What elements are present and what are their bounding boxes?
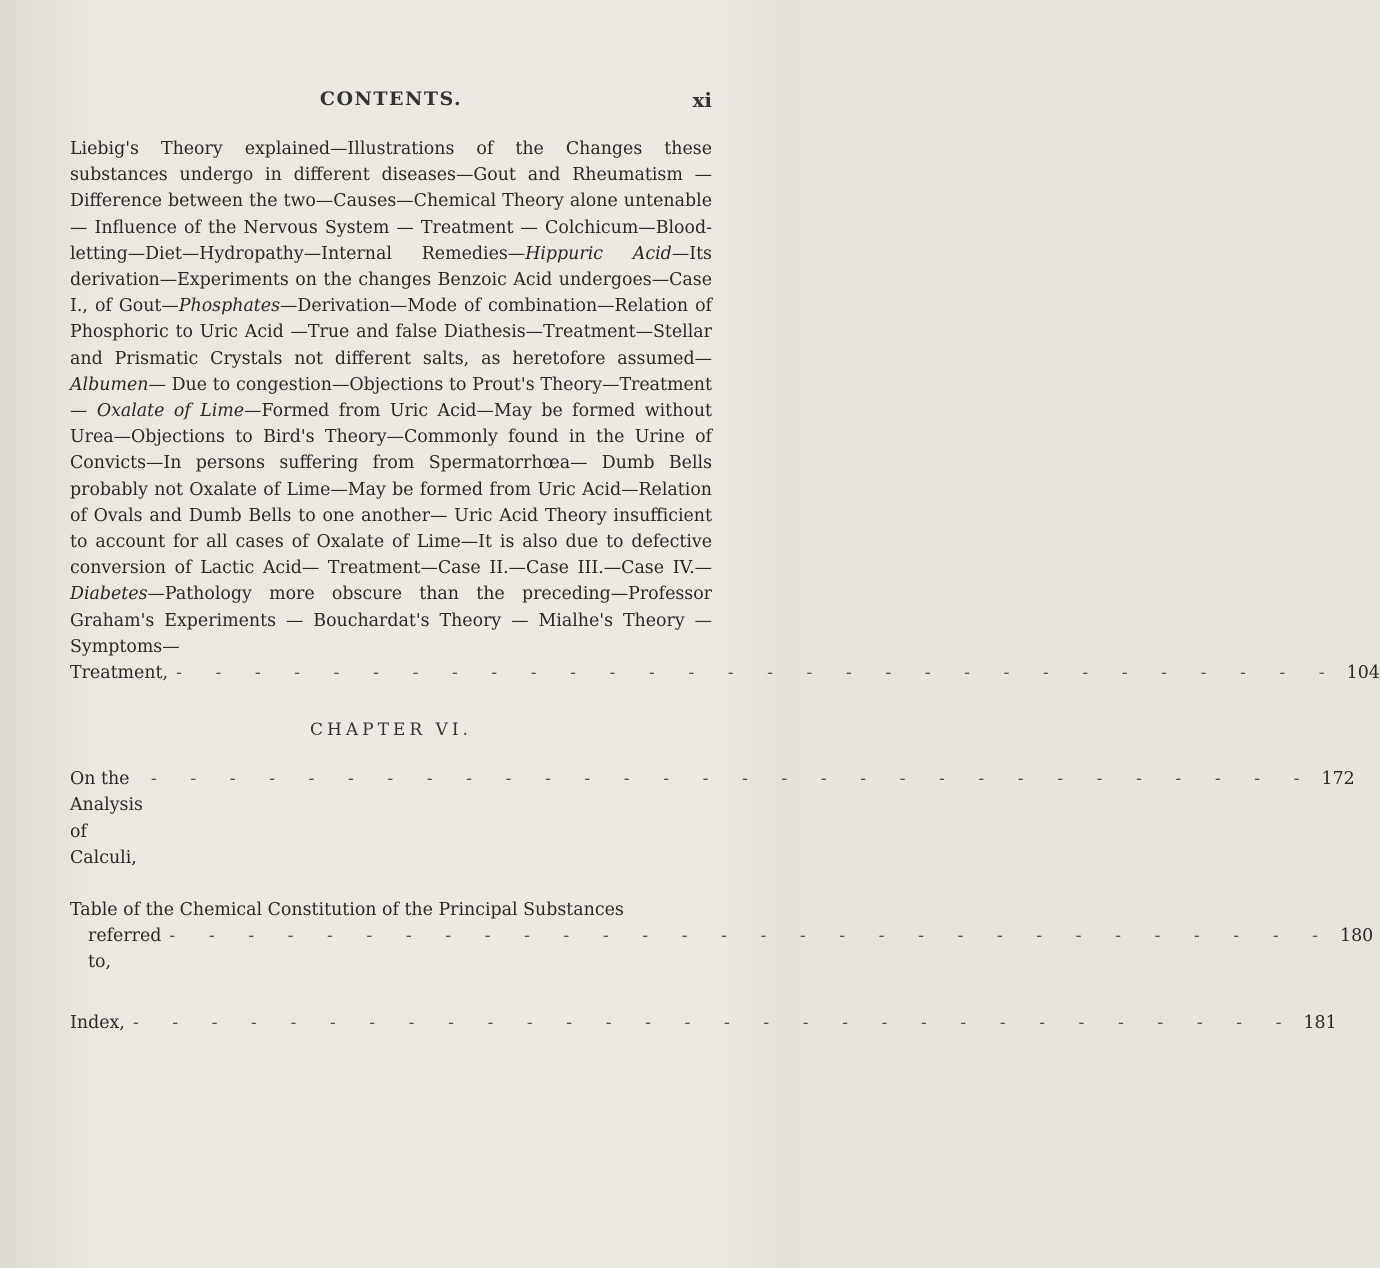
dot-leader: - - - - - - - - - - - - - - - - - - - - - - - - - - - - - - <box>150 769 1314 790</box>
summary-albumen: Albumen <box>70 374 149 395</box>
toc-entry-table <box>70 897 1374 976</box>
summary-hippuric: Hippuric Acid <box>525 243 672 264</box>
summary-after-diabetes: —Pathology more obscure than the preceding—Professor Graham's Experiments — Bouchardat's Theory — Mialhe's Theory — Symptoms— <box>70 584 712 657</box>
dot-leader: - - - - - - - - - - - - - - - - - - - - - - - - - - - - - - <box>176 663 1339 684</box>
toc-entry-line: Table of the Chemical Constitution of the Principal Substances <box>70 900 624 921</box>
toc-entry-page: 181 <box>1303 1012 1337 1033</box>
summary-page-number: 104 <box>1346 663 1380 684</box>
dot-leader: - - - - - - - - - - - - - - - - - - - - - - - - - - - - - - <box>169 926 1332 947</box>
summary-after-hippuric: —Its derivation—Experiments on the changes Benzoic Acid undergoes—Case I., of Gout— <box>70 243 712 317</box>
summary-phosphates: Phosphates <box>178 296 281 317</box>
contents-body <box>70 136 1380 1036</box>
running-head <box>70 88 712 118</box>
running-title: CONTENTS. <box>319 88 463 110</box>
summary-diabetes: Diabetes <box>70 584 148 605</box>
summary-after-oxalate: —Formed from Uric Acid—May be formed without Urea—Objections to Bird's Theory—Commonly found in the Urine of Convicts—In persons suffering from Spermatorrhœa— Dumb Bells probably not Oxalate of Lime—May be formed from Uric Acid—Relation of Ovals and Dumb Bells to one another— Uric Acid Theory insufficient to account for all cases of Oxalate of Lime—It is also due to defective conversion of Lactic Acid— Treatment—Case II.—Case III.—Case IV.— <box>70 401 713 579</box>
dot-leader: - - - - - - - - - - - - - - - - - - - - - - - - - - - - - - <box>132 1012 1296 1033</box>
summary-after-albumen: — Due to congestion—Objections to Prout's Theory—Treatment— <box>70 374 712 422</box>
chapter-heading: CHAPTER VI. <box>310 720 472 741</box>
summary-last-line <box>70 660 1380 686</box>
summary-treatment-label: Treatment, <box>70 663 169 684</box>
summary-lead: Liebig's Theory explained—Illustrations of the Changes these substances undergo in different diseases—Gout and Rheumatism —Difference between the two—Causes—Chemical Theory alone untenable — Influence of the Nervous System — Treatment — Colchicum—Blood-letting—Diet—Hydropathy—Internal Remedies— <box>70 139 712 264</box>
summary-after-phosphates: —Derivation—Mode of combination—Relation of Phosphoric to Uric Acid —True and false Diathesis—Treatment—Stellar and Prismatic Crystals not different salts, as heretofore assumed— <box>70 296 712 369</box>
toc-entry-continuation <box>70 923 1374 975</box>
toc-entry-label: On the Analysis of Calculi, <box>70 769 143 868</box>
toc-entry-index <box>70 1010 1337 1036</box>
page-folio: xi <box>692 88 712 112</box>
toc-entry-page: 172 <box>1321 769 1355 790</box>
summary-oxalate: Oxalate of Lime <box>96 401 245 422</box>
toc-entry-calculi <box>70 766 1355 871</box>
toc-entry-label: referred to, <box>88 926 162 973</box>
toc-entry-label: Index, <box>70 1012 125 1033</box>
chapter-summary <box>70 136 712 660</box>
toc-entry-page: 180 <box>1340 926 1374 947</box>
